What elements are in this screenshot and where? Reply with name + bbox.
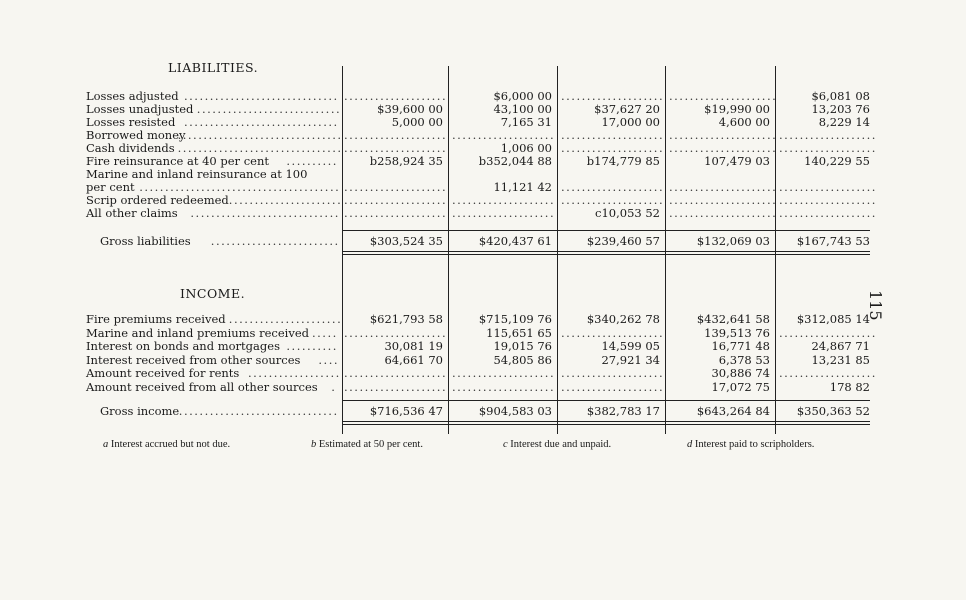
total-rule-bottom [342, 424, 870, 425]
value-cell: b352,044 88 [478, 154, 552, 168]
empty-cell-leader: ..................... [669, 141, 778, 155]
total-row [86, 405, 870, 418]
page-number: 115 [866, 290, 885, 321]
income-heading: INCOME. [180, 286, 246, 301]
label-leader: . [331, 379, 337, 394]
empty-cell-leader: .................... [452, 128, 556, 142]
empty-cell-leader: ..................... [669, 193, 778, 207]
empty-cell-leader: .................... [561, 325, 665, 340]
value-cell: 8,229 14 [818, 115, 870, 129]
row-label: Interest on bonds and mortgages [86, 339, 280, 353]
value-cell: 14,599 05 [601, 339, 660, 353]
row-label: Scrip ordered redeemed [86, 193, 229, 207]
label-leader: .......... [286, 339, 338, 353]
label-leader: ...................... [228, 193, 343, 207]
value-cell: 43,100 00 [493, 102, 552, 116]
value-cell: 54,805 86 [493, 352, 552, 367]
value-cell: $19,990 00 [704, 102, 770, 116]
label-leader: ..... [312, 325, 338, 340]
value-cell: $312,085 14 [796, 312, 870, 326]
value-cell: $39,600 00 [377, 102, 443, 116]
total-rule-top [342, 230, 870, 231]
value-cell: 7,165 31 [500, 115, 552, 129]
empty-cell-leader: .................... [344, 366, 448, 380]
empty-cell-leader: .................... [344, 325, 448, 340]
value-cell: 17,000 00 [601, 115, 660, 129]
footnote-d: d Interest paid to scripholders. [687, 439, 815, 450]
row-label: Losses resisted [86, 115, 176, 129]
value-cell: 27,921 34 [601, 352, 660, 367]
label-leader: .............................. [184, 89, 339, 103]
total-value-cell: $350,363 52 [796, 404, 870, 418]
value-cell: 19,015 76 [493, 339, 552, 353]
value-cell: 1,006 00 [500, 141, 552, 155]
value-cell: $6,000 00 [493, 89, 552, 103]
empty-cell-leader: .................... [452, 193, 556, 207]
row-label: Cash dividends [86, 141, 175, 155]
row-label: All other claims [86, 206, 178, 220]
row-label: Amount received for rents [86, 366, 240, 380]
table-row [86, 381, 870, 394]
total-leader: ............................... [178, 404, 339, 418]
total-value-cell: $303,524 35 [369, 234, 443, 248]
total-value-cell: $382,783 17 [586, 404, 660, 418]
empty-cell-leader: .................... [561, 128, 665, 142]
total-row [86, 235, 870, 248]
value-cell: 178 82 [829, 379, 870, 394]
empty-cell-leader: ..................... [669, 180, 778, 194]
total-value-cell: $904,583 03 [478, 404, 552, 418]
table-row [86, 206, 877, 220]
table-row [86, 366, 877, 380]
total-leader: ......................... [210, 234, 340, 248]
empty-cell-leader: ................... [779, 180, 877, 194]
total-rule-bottom [342, 254, 870, 255]
value-cell: $340,262 78 [586, 312, 660, 326]
footnote-b: b Estimated at 50 per cent. [311, 439, 423, 450]
table-row [86, 354, 870, 367]
empty-cell-leader: .................... [561, 180, 665, 194]
label-leader: ............................ [196, 102, 342, 116]
empty-cell-leader: ..................... [669, 89, 778, 103]
table-row [86, 340, 870, 353]
total-value-cell: $716,536 47 [369, 404, 443, 418]
empty-cell-leader: .................... [561, 141, 665, 155]
total-value-cell: $167,743 53 [796, 234, 870, 248]
value-cell: c10,053 52 [595, 206, 660, 220]
label-leader: .................. [248, 366, 341, 380]
empty-cell-leader: .................... [561, 366, 665, 380]
row-label: Losses unadjusted [86, 102, 194, 116]
empty-cell-leader: .................... [344, 180, 448, 194]
empty-cell-leader: .................... [561, 193, 665, 207]
value-cell: 4,600 00 [718, 115, 770, 129]
value-cell: 11,121 42 [493, 180, 552, 194]
total-rule-bottom [342, 251, 870, 252]
empty-cell-leader: ................... [779, 141, 877, 155]
total-label: Gross income [100, 404, 180, 418]
value-cell: 17,072 75 [711, 379, 770, 394]
row-label: Fire premiums received [86, 312, 226, 326]
empty-cell-leader: .................... [344, 89, 448, 103]
empty-cell-leader: ................... [779, 193, 877, 207]
row-label: Fire reinsurance at 40 per cent [86, 154, 269, 168]
value-cell: 5,000 00 [391, 115, 443, 129]
row-label: Borrowed money [86, 128, 186, 142]
empty-cell-leader: ................... [779, 128, 877, 142]
empty-cell-leader: .................... [344, 141, 448, 155]
total-label: Gross liabilities [100, 234, 191, 248]
empty-cell-leader: ................... [779, 206, 877, 220]
empty-cell-leader: .................... [344, 206, 448, 220]
label-leader: .... [318, 352, 340, 367]
empty-cell-leader: ..................... [669, 128, 778, 142]
value-cell: 16,771 48 [711, 339, 770, 353]
empty-cell-leader: .................... [344, 379, 448, 394]
value-cell: 30,081 19 [384, 339, 443, 353]
value-cell: 24,867 71 [811, 339, 870, 353]
value-cell: 140,229 55 [804, 154, 870, 168]
value-cell: 64,661 70 [384, 352, 443, 367]
value-cell: 30,886 74 [711, 366, 770, 380]
label-leader: ....................................... [139, 180, 341, 194]
value-cell: b258,924 35 [369, 154, 443, 168]
value-cell: $6,081 08 [811, 89, 870, 103]
label-leader: ................................ [177, 128, 343, 142]
value-cell: $715,109 76 [478, 312, 552, 326]
label-leader: ................................ [177, 141, 343, 155]
total-rule-bottom [342, 421, 870, 422]
total-value-cell: $420,437 61 [478, 234, 552, 248]
row-label: Losses adjusted [86, 89, 179, 103]
empty-cell-leader: .................... [344, 128, 448, 142]
label-leader: ...................... [228, 312, 343, 326]
empty-cell-leader: .................... [561, 379, 665, 394]
empty-cell-leader: .................... [344, 193, 448, 207]
row-label: Interest received from other sources [86, 352, 301, 367]
total-value-cell: $132,069 03 [696, 234, 770, 248]
empty-cell-leader: ................... [779, 325, 877, 340]
empty-cell-leader: ..................... [669, 206, 778, 220]
total-value-cell: $239,460 57 [586, 234, 660, 248]
label-leader: .............................. [184, 115, 339, 129]
value-cell: $621,793 58 [369, 312, 443, 326]
empty-cell-leader: .................... [561, 89, 665, 103]
value-cell: 115,651 65 [486, 325, 552, 340]
footnote-a: a Interest accrued but not due. [103, 439, 231, 450]
empty-cell-leader: .................... [452, 366, 556, 380]
row-label: per cent [86, 180, 135, 194]
value-cell: $432,641 58 [696, 312, 770, 326]
value-cell: 13,231 85 [811, 352, 870, 367]
value-cell: 139,513 76 [704, 325, 770, 340]
row-label: Marine and inland premiums received [86, 325, 310, 340]
row-label: Marine and inland reinsurance at 100 [86, 167, 308, 181]
table-row [86, 325, 877, 340]
value-cell: $37,627 20 [594, 102, 660, 116]
empty-cell-leader: .................... [452, 379, 556, 394]
liabilities-heading: LIABILITIES. [168, 60, 259, 75]
empty-cell-leader: .................... [452, 206, 556, 220]
footnote-c: c Interest due and unpaid. [503, 439, 612, 450]
value-cell: b174,779 85 [586, 154, 660, 168]
label-leader: .......... [286, 154, 338, 168]
total-value-cell: $643,264 84 [696, 404, 770, 418]
label-leader: ............................. [190, 206, 340, 220]
table-row [86, 313, 870, 326]
value-cell: 6,378 53 [718, 352, 770, 367]
total-rule-top [342, 400, 870, 401]
empty-cell-leader: ................... [779, 366, 877, 380]
value-cell: 13,203 76 [811, 102, 870, 116]
row-label: Amount received from all other sources [86, 379, 318, 394]
value-cell: 107,479 03 [704, 154, 770, 168]
